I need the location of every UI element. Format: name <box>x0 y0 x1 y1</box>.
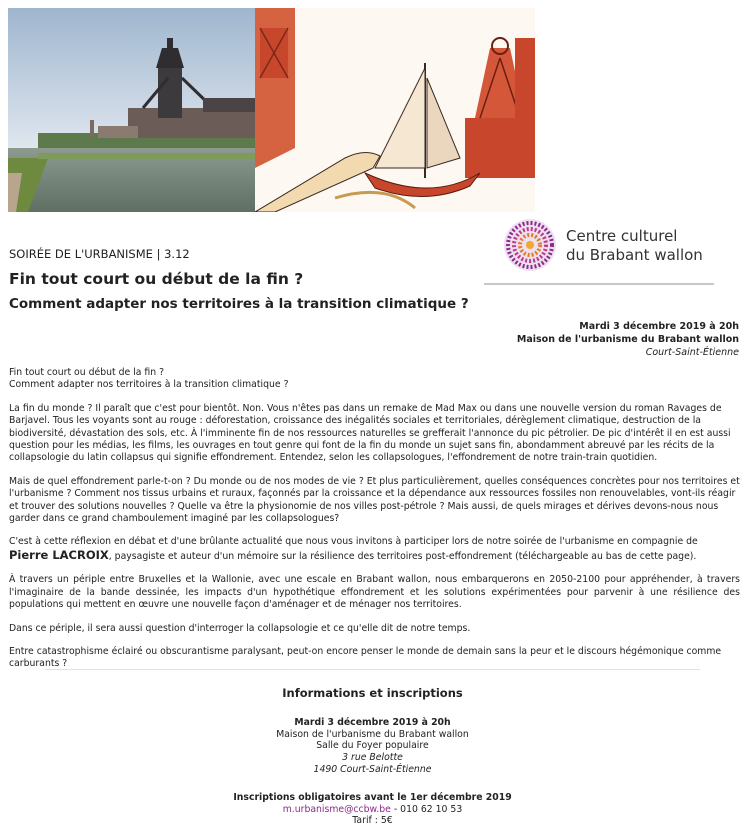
info-room: Salle du Foyer populaire <box>316 740 429 752</box>
article-body <box>9 367 740 682</box>
logo-text <box>566 227 703 265</box>
event-date-block <box>517 320 739 359</box>
intro-paragraph <box>9 367 740 392</box>
page-subtitle: Comment adapter nos territoires à la transition climatique ? <box>9 296 469 312</box>
intro-line-2: Comment adapter nos territoires à la transition climatique ? <box>9 379 289 391</box>
paragraph-4: À travers un périple entre Bruxelles et la Wallonie, avec une escale en Brabant wallon, nous embarquerons en 2050-2100 pour appréhender, à travers l'imaginaire de la bande dessinée, les impacts d'un hypothétique effondrement et les solutions expérimentées pour parvenir à une résilience des populations qui mettent en œuvre une nouvelle façon d'aménager et de ménager nos territoires. <box>9 574 740 611</box>
info-postal: 1490 Court-Saint-Étienne <box>313 763 432 775</box>
info-contact <box>0 804 745 816</box>
section-divider <box>45 669 700 670</box>
event-kicker: SOIRÉE DE L'URBANISME | 3.12 <box>9 247 190 261</box>
event-date: Mardi 3 décembre 2019 à 20h <box>579 321 739 332</box>
hero-banner <box>8 8 535 212</box>
paragraph-3 <box>9 536 740 563</box>
info-venue: Maison de l'urbanisme du Brabant wallon <box>276 728 469 740</box>
info-title: Informations et inscriptions <box>282 686 463 700</box>
comic-drawing-illustration <box>255 8 535 212</box>
event-venue: Maison de l'urbanisme du Brabant wallon <box>516 334 739 345</box>
info-price: Tarif : 5€ <box>352 815 393 827</box>
email-link[interactable]: m.urbanisme@ccbw.be <box>282 803 391 815</box>
logo-divider <box>484 283 714 285</box>
paragraph-3-start: C'est à cette réflexion en débat et d'une brûlante actualité que nous vous invitons à participer lors de notre soirée de l'urbanisme en compagnie de <box>9 536 698 548</box>
info-phone: - 010 62 10 53 <box>390 803 463 815</box>
page-title: Fin tout court ou début de la fin ? <box>9 270 304 288</box>
paragraph-3-end: , paysagiste et auteur d'un mémoire sur la résilience des territoires post-effondrement (téléchargeable au bas de cette page). <box>108 550 697 562</box>
info-date: Mardi 3 décembre 2019 à 20h <box>294 716 451 728</box>
event-city: Court-Saint-Étienne <box>645 347 739 358</box>
centre-culturel-logo[interactable] <box>484 207 714 285</box>
info-deadline: Inscriptions obligatoires avant le 1er décembre 2019 <box>233 791 512 803</box>
info-street: 3 rue Belotte <box>342 752 403 764</box>
logo-line-2: du Brabant wallon <box>566 246 703 264</box>
info-section <box>0 688 745 827</box>
speaker-name: Pierre LACROIX <box>9 547 109 562</box>
industrial-canal-photo <box>8 8 255 212</box>
intro-line-1: Fin tout court ou début de la fin ? <box>9 367 165 378</box>
paragraph-1: La fin du monde ? Il paraît que c'est pour bientôt. Non. Vous n'êtes pas dans un remake de Mad Max ou dans une nouvelle version du roman Ravages de Barjavel. Tous les voyants sont au rouge : déforestation, croissance des inégalités sociales et territoriales, dérèglement climatique, destruction de la biodiversité, dévastation des sols, etc. À l'imminente fin de nos ressources naturelles se grefferait l'annonce du pic pétrolier. De pic d'intérêt il en est aussi question pour les médias, les films, les ouvrages en tout genre qui font de la fin du monde un sujet sans fin, abondamment abreuvé par les récits de la collapsologie du latin collapsus qui signifie effondrement. Entendez, selon les collapsologues, l'effondrement de notre train-train quotidien. <box>9 402 731 464</box>
paragraph-5: Dans ce périple, il sera aussi question d'interroger la collapsologie et ce qu'elle dit de notre temps. <box>9 622 471 634</box>
sunburst-logo-icon <box>502 217 558 273</box>
paragraph-6: Entre catastrophisme éclairé ou obscurantisme paralysant, peut-on encore penser le monde de demain sans la peur et le discours hégémonique comme carburants ? <box>9 645 722 670</box>
paragraph-2: Mais de quel effondrement parle-t-on ? Du monde ou de nos modes de vie ? Et plus particulièrement, quelles conséquences concrètes pour nos territoires et l'urbanisme ? Comment nos tissus urbains et ruraux, façonnés par la croissance et la dépendance aux ressources fossiles non renouvelables, vont-ils réagir et trouver des solutions nouvelles ? Quelle va être la physionomie de nos villes post-pétrole ? Mais aussi, de quels mirages et dérives devons-nous nous garder dans ce grand chamboulement imaginé par les collapsologues? <box>9 475 740 525</box>
logo-line-1: Centre culturel <box>566 227 678 245</box>
